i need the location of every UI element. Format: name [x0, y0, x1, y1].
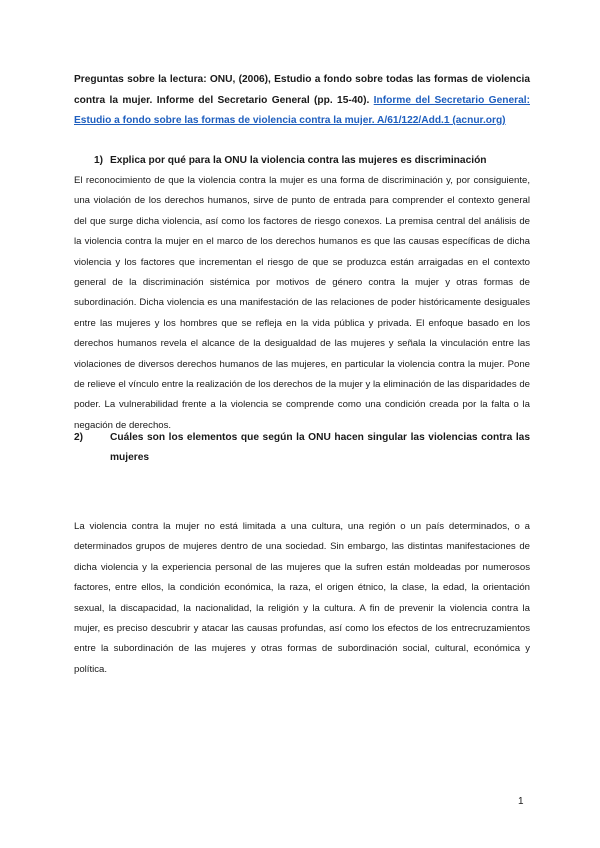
question-1-number: 1) — [93, 155, 103, 166]
question-1-heading — [74, 151, 530, 171]
question-2-title: Cuáles son los elementos que según la ONU hacen singular las violencias contra las — [110, 432, 530, 443]
question-2-number: 2) — [74, 432, 84, 443]
question-1-answer: El reconocimiento de que la violencia contra la mujer es una forma de discriminación y, por consiguiente, una violación de los derechos humanos, sirve de punto de entrada para comprender el contexto general del que surge dicha violencia, así como los factores de riesgo conexos. La premisa central del análisis de la violencia contra la mujer en el marco de los derechos humanos es que las causas específicas de dicha violencia y los factores que incrementan el riesgo de que se produzca están arraigadas en el contexto general de la discriminación sistémica por motivos de género contra la mujer y otras formas de subordinación. Dicha violencia es una manifestación de las relaciones de poder históricamente desiguales entre las mujeres y los hombres que se refleja en la vida pública y privada. El enfoque basado en los derechos humanos revela el alcance de la desigualdad de las mujeres y señala la vinculación entre las violaciones de diversos derechos humanos de las mujeres, en particular la violencia contra la mujer. Pone de relieve el vínculo entre la realización de los derechos de la mujer y la eliminación de las disparidades de poder. La vulnerabilidad frente a la violencia se comprende como una condición creada por la falta o la negación de derechos. — [74, 175, 530, 431]
question-2-title-continued: mujeres — [110, 452, 150, 463]
source-link[interactable]: Informe del Secretario General: Estudio a fondo sobre las formas de violencia contra la mujer. A/61/122/Add.1 (acnur.org) — [74, 94, 530, 126]
question-1-title: Explica por qué para la ONU la violencia contra las mujeres es discriminación — [110, 155, 487, 166]
page-number: 1 — [518, 796, 524, 807]
question-2-answer: La violencia contra la mujer no está limitada a una cultura, una región o un país determinados, o a determinados grupos de mujeres dentro de una sociedad. Sin embargo, las distintas manifestaciones de dicha violencia y la experiencia personal de las mujeres que la sufren están moldeadas por numerosos factores, entre ellos, la condición económica, la raza, el origen étnico, la clase, la edad, la orientación sexual, la discapacidad, la nacionalidad, la religión y la cultura. A fin de prevenir la violencia contra la mujer, es preciso descubrir y atacar las causas profundas, así como los efectos de los entrecruzamientos entre la subordinación de las mujeres y otras formas de subordinación social, cultural, económica y política. — [74, 521, 530, 675]
header-text: Preguntas sobre la lectura: ONU, (2006), Estudio a fondo sobre todas las formas de violencia contra la mujer. Informe del Secretario General (pp. 15-40). — [74, 74, 530, 106]
reading-header — [74, 70, 530, 132]
question-2-heading — [74, 428, 530, 468]
